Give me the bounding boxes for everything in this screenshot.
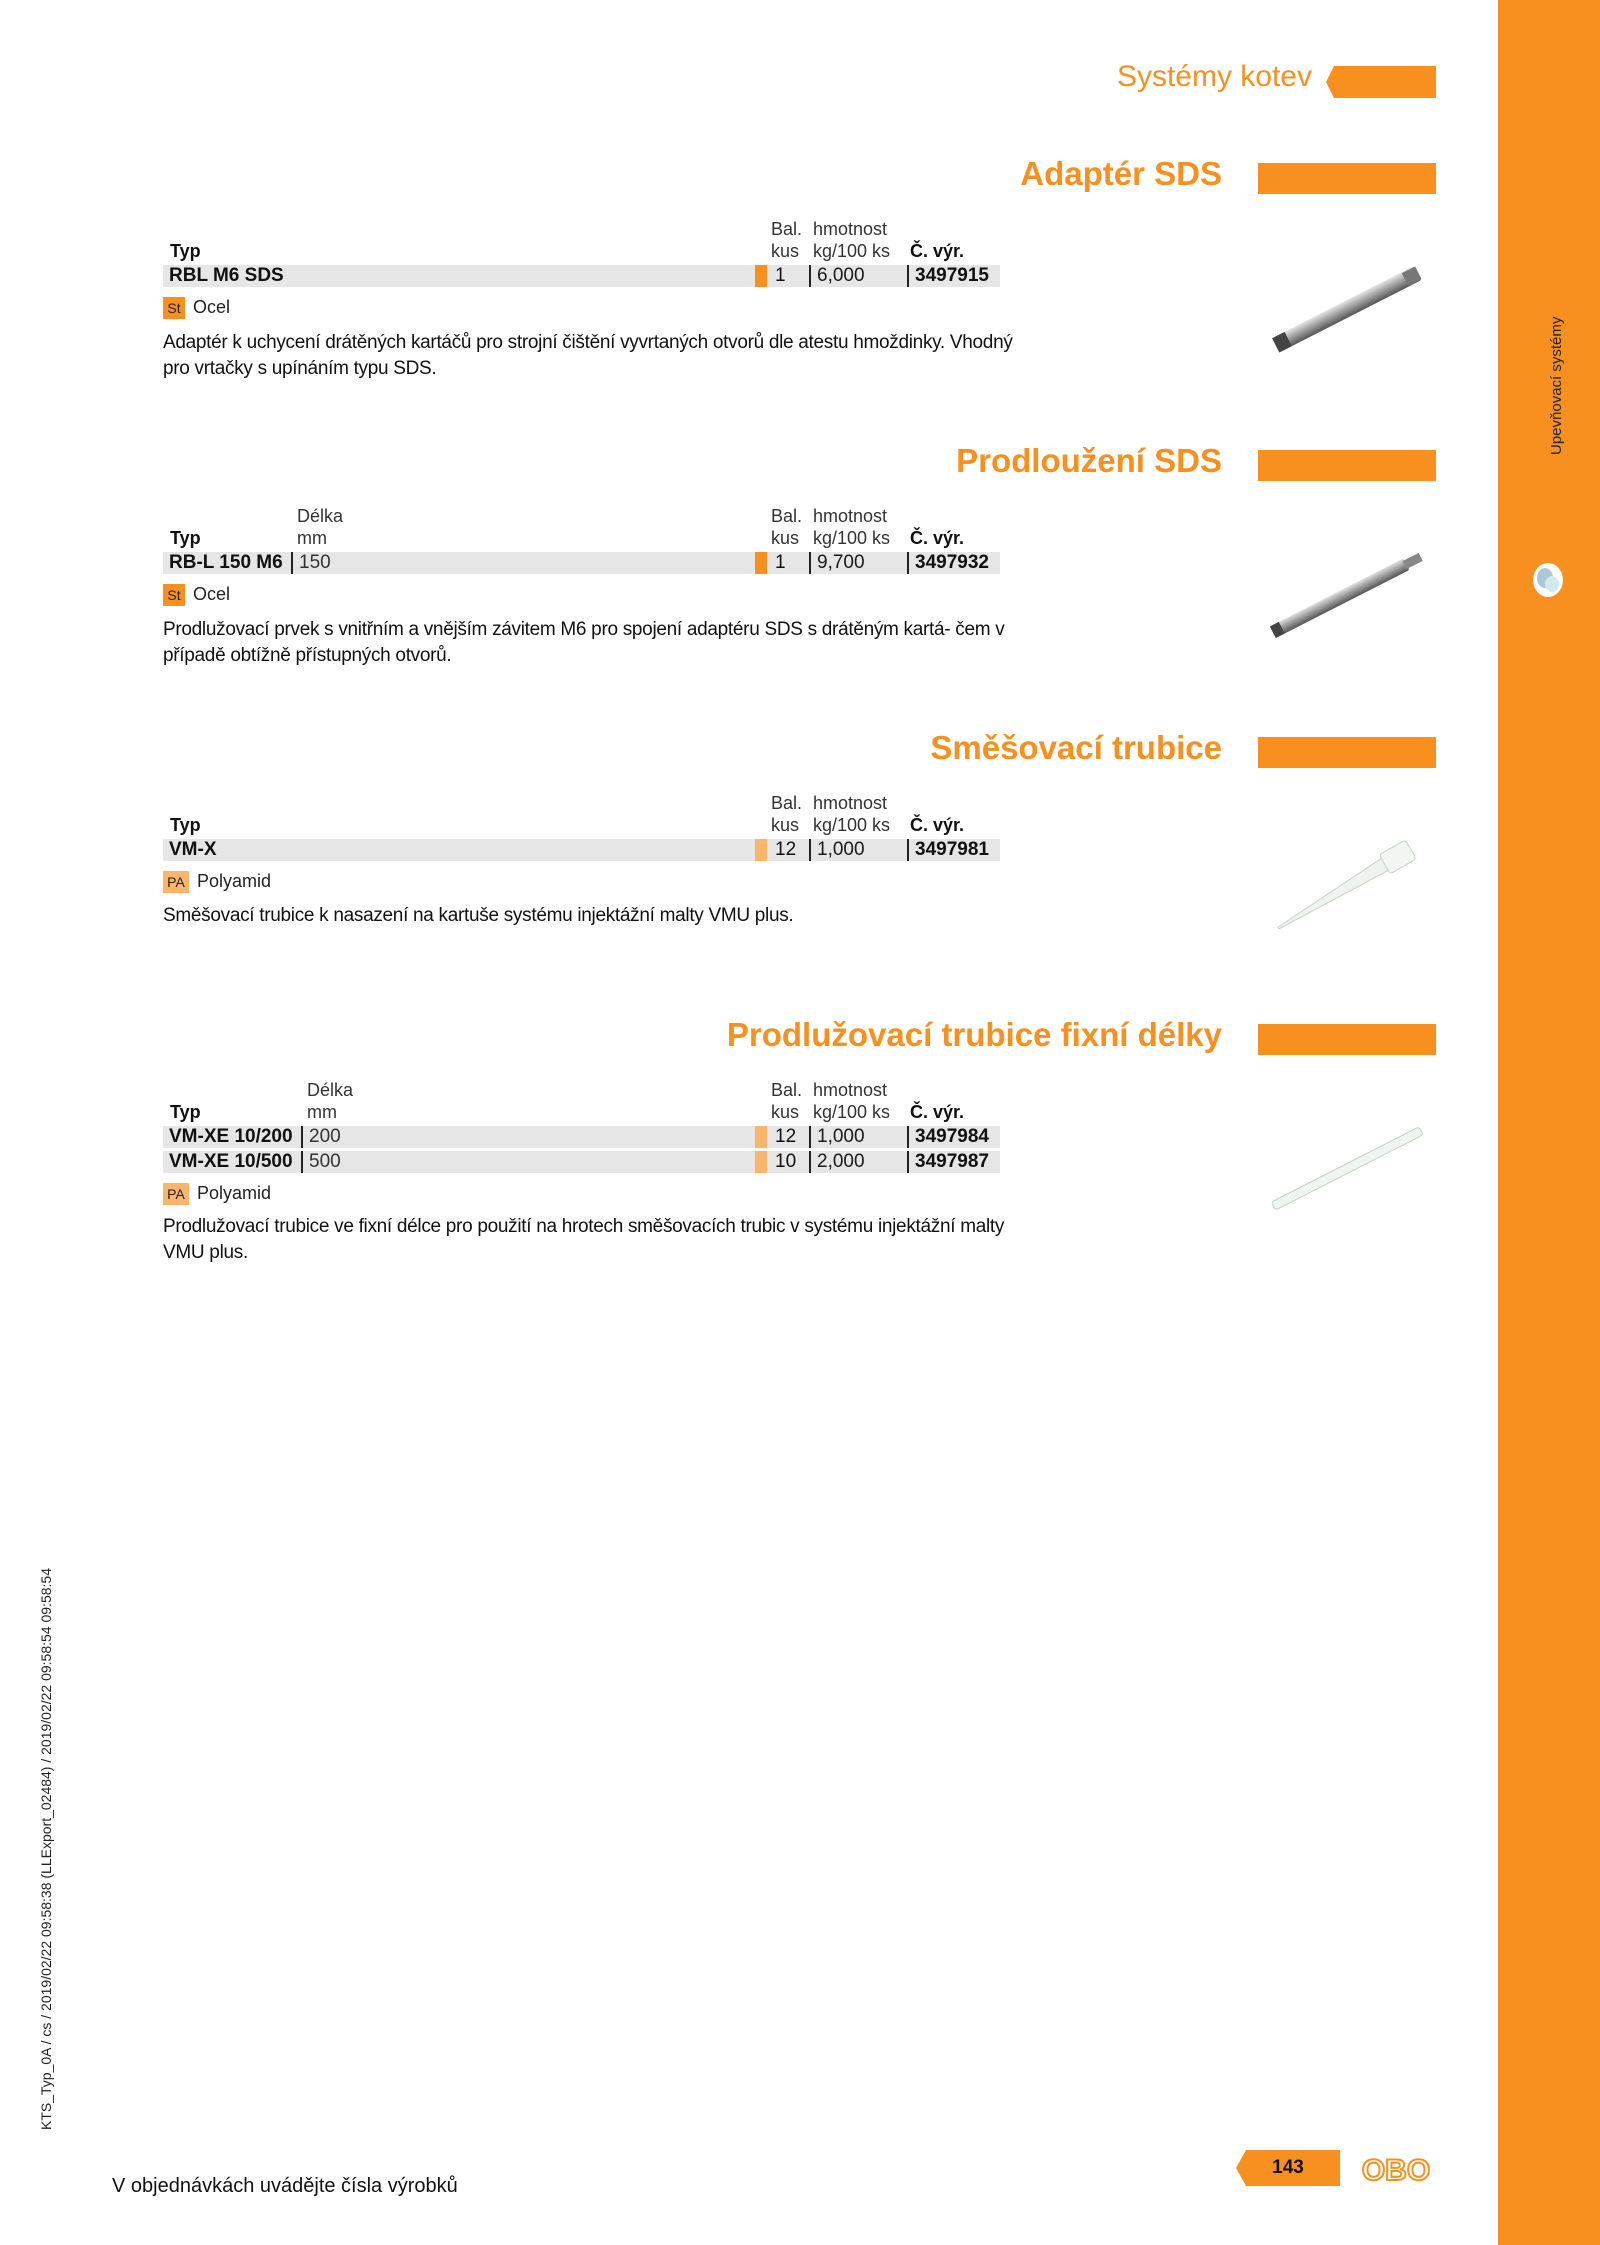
article-cell: 3497984 <box>907 1126 989 1148</box>
footer-note: V objednávkách uvádějte čísla výrobků <box>112 2175 458 2197</box>
col-header-bal: Bal. kus <box>771 1080 803 1122</box>
pack-cell: 1 <box>755 265 786 287</box>
material-name: Polyamid <box>197 1183 272 1203</box>
col-header-length: Délka mm <box>307 1080 354 1122</box>
pack-cell: 12 <box>755 839 796 861</box>
section-tab <box>1258 737 1436 768</box>
table-row <box>163 552 1000 574</box>
article-cell: 3497987 <box>907 1151 989 1173</box>
article-cell: 3497981 <box>907 839 989 861</box>
adapter-sds-image <box>1262 262 1432 356</box>
material-badge: PA <box>163 1183 189 1205</box>
material-badge: St <box>163 297 185 319</box>
product-description: Adaptér k uchycení drátěných kartáčů pro strojní čištění vyvrtaných otvorů dle atestu hmoždinky. Vhodný pro vrtačky s upínáním typu SDS. <box>163 332 1013 379</box>
type-cell: VM-X <box>169 839 217 860</box>
article-cell: 3497932 <box>907 552 989 574</box>
print-meta-text: KTS_Typ_0A / cs / 2019/02/22 09:58:38 (LLExport_02484) / 2019/02/22 09:58:54 09:58:54 <box>38 1568 54 2130</box>
type-cell: RB-L 150 M6 <box>169 552 283 573</box>
product-description: Prodlužovací trubice ve fixní délce pro použití na hrotech směšovacích trubic v systému injektážní malty VMU plus. <box>163 1216 1005 1263</box>
section-tab <box>1258 1024 1436 1055</box>
col-header-weight: hmotnost kg/100 ks <box>813 506 891 548</box>
weight-cell: 2,000 <box>809 1151 865 1173</box>
material-line <box>163 584 230 606</box>
section-title-adapter-sds: Adaptér SDS <box>1020 155 1222 192</box>
col-header-bal: Bal. kus <box>771 506 803 548</box>
obo-logo <box>1356 2150 1436 2186</box>
col-header-typ: Typ <box>170 528 201 548</box>
pack-cell: 1 <box>755 552 786 574</box>
running-head: Systémy kotev <box>1116 60 1312 93</box>
pack-cell: 12 <box>755 1126 796 1148</box>
col-header-weight: hmotnost kg/100 ks <box>813 219 891 261</box>
col-header-bal: Bal. kus <box>771 793 803 835</box>
col-header-typ: Typ <box>170 241 201 261</box>
smesovaci-trubice-image <box>1262 835 1432 935</box>
chapter-side-label: Upevňovací systémy <box>1548 316 1565 455</box>
material-badge: St <box>163 584 185 606</box>
length-cell: 150 <box>291 552 331 574</box>
material-name: Ocel <box>193 584 231 604</box>
col-header-art: Č. výr. <box>910 815 965 835</box>
table-row <box>163 1151 1000 1173</box>
section-title-prodlouzeni-sds: Prodloužení SDS <box>956 442 1222 479</box>
product-description: Směšovací trubice k nasazení na kartuše systému injektážní malty VMU plus. <box>163 905 794 926</box>
material-line <box>163 297 230 319</box>
material-name: Polyamid <box>197 871 272 891</box>
weight-cell: 6,000 <box>809 265 865 287</box>
section-title-prodluzovaci-trubice: Prodlužovací trubice fixní délky <box>726 1016 1222 1053</box>
col-header-typ: Typ <box>170 1102 201 1122</box>
material-badge: PA <box>163 871 189 893</box>
col-header-typ: Typ <box>170 815 201 835</box>
material-name: Ocel <box>193 297 231 317</box>
anchor-system-icon <box>1530 560 1566 600</box>
weight-cell: 1,000 <box>809 1126 865 1148</box>
col-header-bal: Bal. kus <box>771 219 803 261</box>
page-number: 143 <box>1272 2157 1304 2178</box>
pack-cell: 10 <box>755 1151 796 1173</box>
col-header-art: Č. výr. <box>910 528 965 548</box>
weight-cell: 1,000 <box>809 839 865 861</box>
section-title-smesovaci-trubice: Směšovací trubice <box>930 729 1222 766</box>
col-header-weight: hmotnost kg/100 ks <box>813 793 891 835</box>
material-line <box>163 1183 271 1205</box>
table-row <box>163 1126 1000 1148</box>
material-line <box>163 871 271 893</box>
product-description: Prodlužovací prvek s vnitřním a vnějším závitem M6 pro spojení adaptéru SDS s drátěným kartá- čem v případě obtížně přístupných otvorů. <box>163 619 1005 666</box>
col-header-art: Č. výr. <box>910 1102 965 1122</box>
col-header-art: Č. výr. <box>910 241 965 261</box>
table-row <box>163 265 1000 287</box>
type-cell: VM-XE 10/200 <box>169 1126 293 1147</box>
prodlouzeni-sds-image <box>1262 545 1432 645</box>
article-cell: 3497915 <box>907 265 989 287</box>
table-row <box>163 839 1000 861</box>
running-head-tab <box>1326 66 1436 98</box>
type-cell: VM-XE 10/500 <box>169 1151 293 1172</box>
length-cell: 500 <box>301 1151 341 1173</box>
type-cell: RBL M6 SDS <box>169 265 284 286</box>
col-header-weight: hmotnost kg/100 ks <box>813 1080 891 1122</box>
col-header-length: Délka mm <box>297 506 344 548</box>
section-tab <box>1258 163 1436 194</box>
section-tab <box>1258 450 1436 481</box>
length-cell: 200 <box>301 1126 341 1148</box>
weight-cell: 9,700 <box>809 552 865 574</box>
svg-text:OBO: OBO <box>1361 2154 1431 2186</box>
prodluzovaci-trubice-image <box>1262 1118 1432 1218</box>
